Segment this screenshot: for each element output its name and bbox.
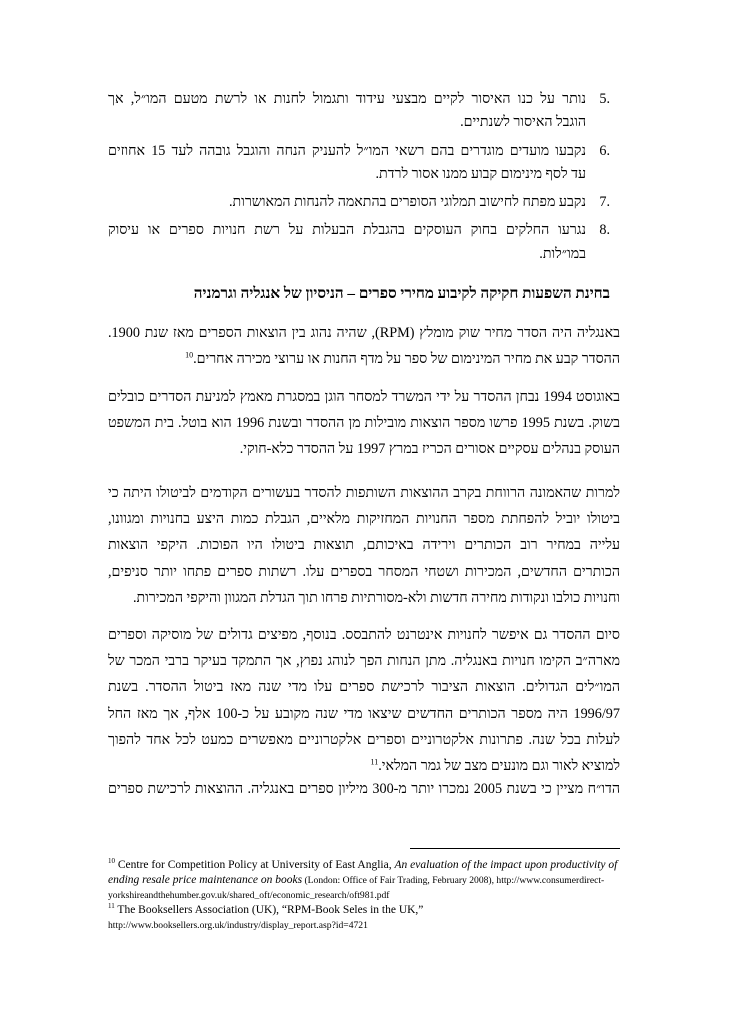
footnote-title: An evaluation of the impact upon productivity of ending resale price maintenance on books: [108, 859, 618, 886]
section-heading: בחינת השפעות חקיקה לקיבוע מחירי ספרים – הניסיון של אנגליה וגרמניה: [193, 285, 610, 302]
footnote-text: (London: Office of Fair Trading, February 2008), http://www.consumerdirect-yorkshireandthehumber.gov.uk/shared_oft/economic_research/oft981.pdf: [108, 874, 605, 902]
paragraph-line: הכותרים החדשים, המכירות ושטחי המסחר בספרים עלו. רשתות ספרים פתחו יותר סניפים,: [108, 563, 620, 580]
list-item: [108, 191, 610, 214]
paragraph-line: סיום ההסדר גם איפשר לחנויות אינטרנט להתבסס. בנוסף, מפיצים גדולים של מוסיקה וספרים: [108, 627, 620, 643]
footnote-number: 10: [108, 857, 115, 866]
paragraph: [108, 622, 620, 779]
paragraph-line: באנגליה היה הסדר מחיר שוק מומלץ (RPM), שהיה נהוג בין הוצאות הספרים מאז שנת 1900.: [108, 325, 620, 341]
paragraph-line: הדו״ח מציין כי בשנת 2005 נמכרו יותר מ-300 מיליון ספרים באנגליה. ההוצאות לרכישת ספרים: [108, 781, 620, 797]
paragraph-line: המו״לים הגדולים. הוצאות הציבור לרכישת ספרים עלו מדי שנה מאז ביטול ההסדר. בשנת: [108, 679, 620, 696]
paragraph-line: עלייה במחיר רוב הכותרים וירידה באיכותם, תוצאות ביטולו היו הפוכות. היקפי הוצאות: [108, 537, 620, 554]
paragraph-line-text: למוציא לאור וגם מונעים מצב של גמר המלאי.: [378, 758, 620, 775]
paragraph: [108, 776, 620, 802]
list-item-line: הוגבל האיסור לשנתיים.: [460, 114, 586, 131]
list-item: [108, 88, 610, 135]
list-item-line: נקבע מפתח לחישוב תמלוגי הסופרים בהתאמה להנחות המאושרות.: [228, 194, 586, 211]
list-item-number: .5: [599, 91, 610, 107]
footnote-ref: 11: [370, 757, 379, 767]
footnote: [108, 903, 620, 933]
footnote-text: Centre for Competition Policy at University of East Anglia,: [115, 859, 395, 871]
paragraph-line: לעלות בכל שנה. פתרונות אלקטרוניים וספרים אלקטרוניים מאפשרים כמעט לכל אחד להפוך: [108, 731, 620, 748]
footnote: [108, 858, 620, 904]
paragraph-line: באוגוסט 1994 נבחן ההסדר על ידי המשרד למסחר הוגן במסגרת מאמץ למניעת הסדרים כובלים: [108, 389, 620, 405]
list-item-number: .8: [599, 222, 610, 239]
paragraph-line: העוסק בנהלים עסקיים אסורים הכריז במרץ 1997 על ההסדר כלא-חוקי.: [239, 441, 620, 458]
paragraph: [108, 320, 620, 372]
paragraph-line: מארה״ב הקימו חנויות באנגליה. מתן הנחות הפך לנוהג נפוץ, אך התמקד בעיקר ברבי המכר של: [108, 653, 620, 670]
paragraph-line: ביטולו יוביל להפחתת מספר החנויות המחזיקות מלאיים, הגבלת כמות היצע בחנויות ומגוונו,: [108, 511, 620, 528]
footnote-link[interactable]: http://www.booksellers.org.uk/industry/display_report.asp?id=4721: [108, 919, 368, 931]
list-item: [108, 219, 610, 266]
paragraph-line: בשוק. בשנת 1995 פרשו מספר הוצאות מובילות מן ההסדר ובשנת 1996 הוא בוטל. בית המשפט: [108, 415, 620, 432]
list-item-line: נותר על כנו האיסור לקיים מבצעי עידוד ותגמול לחנות או לרשת מטעם המו״ל, אך: [108, 91, 586, 107]
footnote-text: The Booksellers Association (UK), “RPM-Book Seles in the UK,”: [114, 904, 424, 916]
footnote-number: 11: [108, 902, 115, 911]
paragraph-line: 1996/97 היה מספר הכותרים החדשים שיצאו מדי שנה מקובע על כ-100 אלף, אך מאז החל: [108, 705, 620, 722]
list-item-number: .7: [599, 194, 610, 211]
list-item: [108, 140, 610, 187]
footnote-separator: [410, 848, 620, 849]
paragraph-line: [108, 346, 620, 372]
numbered-list: [108, 88, 610, 266]
list-item-line: נגרעו החלקים בחוק העוסקים בהגבלת הבעלות על רשת חנויות ספרים או עיסוק: [108, 222, 586, 239]
paragraph-line-text: ההסדר קבע את מחיר המינימום של ספר על מדף החנות או ערוצי מכירה אחרים.: [193, 351, 620, 368]
paragraph: [108, 384, 620, 463]
list-item-number: .6: [599, 142, 610, 159]
paragraph-line: למרות שהאמונה הרווחת בקרב ההוצאות השותפות להסדר בעשורים הקודמים לביטולו היתה כי: [108, 485, 620, 501]
paragraph: [108, 480, 620, 611]
list-item-line: במו״לות.: [539, 245, 586, 262]
list-item-line: נקבעו מועדים מוגדרים בהם רשאי המו״ל להעניק הנחה והוגבל גובהה לעד 15 אחוזים: [108, 142, 586, 159]
list-item-line: עד לסף מינימום קבוע ממנו אסור לרדת.: [375, 165, 586, 182]
footnote-ref: 10: [185, 350, 194, 360]
paragraph-line: וחנויות כולבו ונקודות מחירה חדשות ולא-מסורתיות פרחו תוך הגדלת המגוון והיקפי המכירות.: [132, 589, 620, 606]
